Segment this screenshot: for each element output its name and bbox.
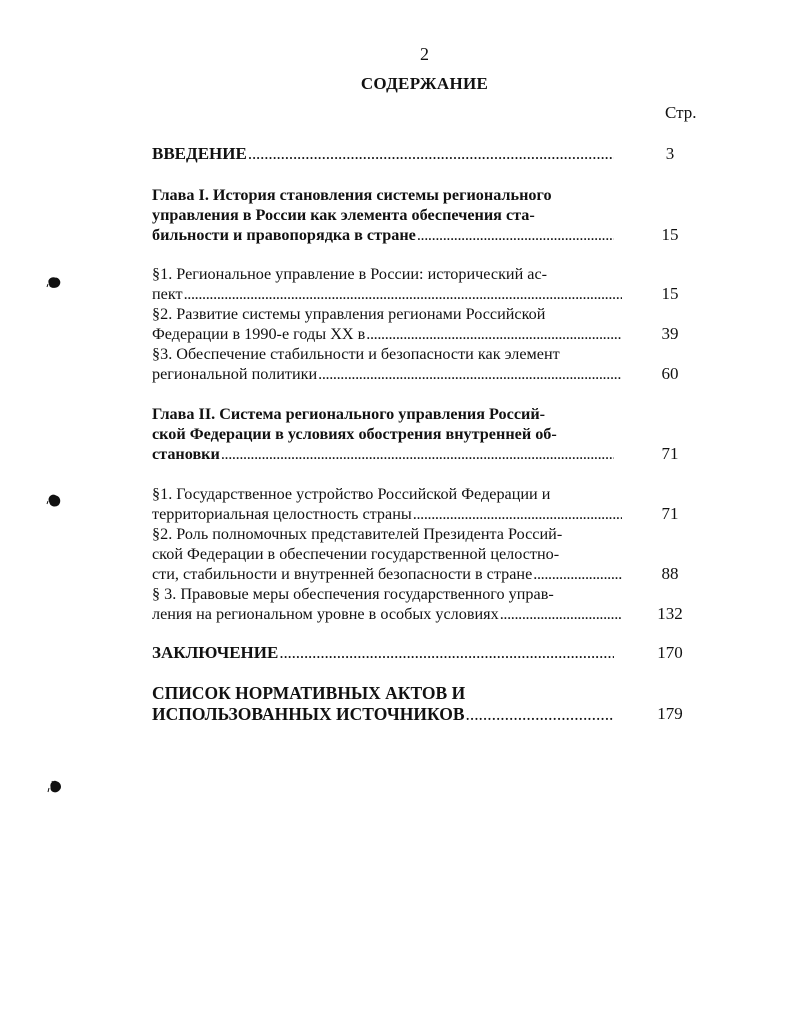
toc-entry-bibliography[interactable] — [152, 683, 614, 725]
toc-entry-section-1-3[interactable] — [152, 344, 622, 384]
toc-page-number: 179 — [657, 704, 683, 723]
toc-entry-line: ской Федерации в условиях обострения внутренней об- — [152, 425, 557, 443]
toc-page-number: 132 — [657, 604, 683, 623]
toc-page-number: 170 — [657, 643, 683, 662]
toc-entry-chapter-2[interactable] — [152, 404, 614, 464]
toc-entry-line: бильности и правопорядка в стране — [152, 226, 416, 244]
toc-entry-line: §2. Роль полномочных представителей Президента Россий- — [152, 525, 563, 543]
toc-entry-line: §2. Развитие системы управления регионами Российской — [152, 305, 546, 323]
toc-entry-line: §1. Государственное устройство Российской Федерации и — [152, 485, 551, 503]
toc-page-number: 39 — [661, 324, 679, 343]
scan-speck — [46, 274, 62, 290]
toc-entry-section-1-1[interactable] — [152, 264, 622, 304]
page-column-label: Стр. — [665, 103, 697, 122]
toc-entry-line: § 3. Правовые меры обеспечения государственного управ- — [152, 585, 554, 603]
toc-entry-line: региональной политики — [152, 365, 318, 383]
toc-entry-line: Глава I. История становления системы регионального — [152, 186, 552, 204]
toc-page-number: 15 — [661, 225, 679, 244]
toc-page-number: 15 — [661, 284, 679, 303]
dot-leader — [500, 604, 622, 624]
toc-entry-line: СПИСОК НОРМАТИВНЫХ АКТОВ И — [152, 683, 466, 703]
page-title: СОДЕРЖАНИЕ — [360, 74, 489, 93]
dot-leader — [318, 364, 622, 384]
scan-speck — [46, 492, 62, 508]
toc-entry-section-1-2[interactable] — [152, 304, 622, 344]
toc-page-number: 71 — [661, 504, 679, 523]
toc-entry-line: ИСПОЛЬЗОВАННЫХ ИСТОЧНИКОВ — [152, 704, 465, 724]
toc-entry-line: ской Федерации в обеспечении государственной целостно- — [152, 545, 560, 563]
toc-entry-section-2-2[interactable] — [152, 524, 622, 584]
toc-page-number: 3 — [665, 144, 675, 163]
toc-entry-introduction[interactable] — [152, 144, 614, 164]
toc-entry-line: ления на региональном уровне в особых условиях — [152, 605, 499, 623]
toc-entry-line: сти, стабильности и внутренней безопасности в стране — [152, 565, 533, 583]
toc-page-number: 60 — [661, 364, 679, 383]
toc-page-number: 88 — [661, 564, 679, 583]
dot-leader — [413, 504, 622, 524]
scan-speck — [47, 778, 63, 794]
dot-leader — [221, 444, 614, 464]
page-number: 2 — [420, 44, 429, 64]
toc-entry-line: становки — [152, 445, 220, 463]
toc-entry-line: §1. Региональное управление в России: исторический ас- — [152, 265, 548, 283]
dot-leader — [466, 704, 615, 725]
dot-leader — [248, 144, 614, 164]
toc-entry-line: Глава II. Система регионального управления Россий- — [152, 405, 546, 423]
toc-page-number: 71 — [661, 444, 679, 463]
dot-leader — [417, 225, 614, 245]
toc-entry-line: Федерации в 1990-е годы XX в — [152, 325, 366, 343]
dot-leader — [366, 324, 622, 344]
toc-entry-line: территориальная целостность страны — [152, 505, 412, 523]
dot-leader — [279, 643, 614, 663]
toc-entry-section-2-1[interactable] — [152, 484, 622, 524]
toc-entry-line: управления в России как элемента обеспечения ста- — [152, 206, 535, 224]
speck-shape — [47, 495, 60, 506]
speck-shape — [47, 278, 60, 288]
toc-entry-line: §3. Обеспечение стабильности и безопасности как элемент — [152, 345, 560, 363]
toc-entry-section-2-3[interactable] — [152, 584, 622, 624]
dot-leader — [184, 284, 622, 304]
toc-entry-title: ВВЕДЕНИЕ — [152, 144, 247, 163]
toc-entry-title: ЗАКЛЮЧЕНИЕ — [152, 643, 279, 662]
speck-shape — [48, 781, 60, 792]
toc-entry-conclusion[interactable] — [152, 643, 614, 663]
toc-entry-line: пект — [152, 285, 183, 303]
toc-entry-chapter-1[interactable] — [152, 185, 614, 245]
dot-leader — [533, 564, 622, 584]
